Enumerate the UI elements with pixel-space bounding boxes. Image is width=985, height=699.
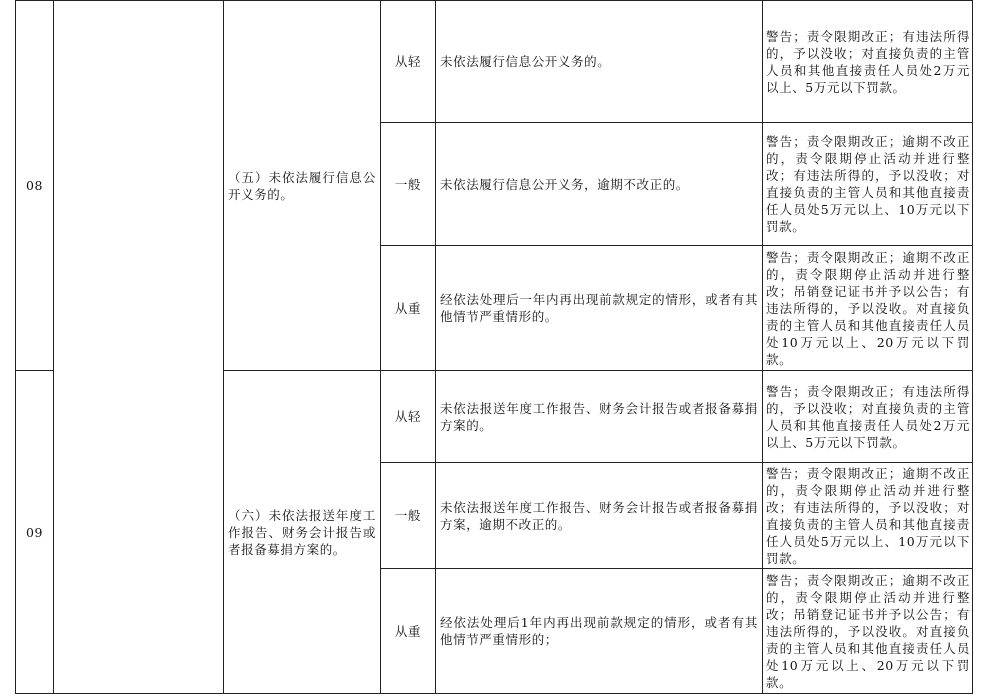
violation-condition: 经依法处理后一年内再出现前款规定的情形，或者有其他情节严重情形的。 [436,246,763,371]
row-number: 08 [16,1,54,371]
penalty-text: 警告；责令限期改正；逾期不改正的，责令限期停止活动并进行整改；有违法所得的，予以没收；对直接负责的主管人员和其他直接责任人员处5万元以上、10万元以下罚款。 [763,463,973,569]
row-number: 09 [16,371,54,694]
violation-condition: 未依法报送年度工作报告、财务会计报告或者报备募捐方案的。 [436,371,763,463]
discretion-level: 一般 [381,463,436,569]
penalty-text: 警告；责令限期改正；逾期不改正的，责令限期停止活动并进行整改；吊销登记证书并予以公告；有违法所得的，予以没收。对直接负责的主管人员和其他直接责任人员处10万元以上、20万元以下罚款。 [763,246,973,371]
discretion-level: 从轻 [381,371,436,463]
penalty-text: 警告；责令限期改正；逾期不改正的，责令限期停止活动并进行整改；吊销登记证书并予以公告；有违法所得的，予以没收。对直接负责的主管人员和其他直接责任人员处10万元以上、20万元以下罚款。 [763,569,973,694]
violation-condition: 未依法履行信息公开义务，逾期不改正的。 [436,123,763,246]
violation-condition: 经依法处理后1年内再出现前款规定的情形，或者有其他情节严重情形的； [436,569,763,694]
discretion-level: 一般 [381,123,436,246]
penalty-text: 警告；责令限期改正；有违法所得的，予以没收；对直接负责的主管人员和其他直接责任人员处2万元以上、5万元以下罚款。 [763,371,973,463]
table-row [16,1,973,123]
penalty-text: 警告；责令限期改正；有违法所得的，予以没收；对直接负责的主管人员和其他直接责任人员处2万元以上、5万元以下罚款。 [763,1,973,123]
discretion-level: 从轻 [381,1,436,123]
discretion-level: 从重 [381,246,436,371]
blank-cell [54,1,224,694]
violation-condition: 未依法履行信息公开义务的。 [436,1,763,123]
discretion-level: 从重 [381,569,436,694]
penalty-text: 警告；责令限期改正；逾期不改正的，责令限期停止活动并进行整改；有违法所得的，予以没收；对直接负责的主管人员和其他直接责任人员处5万元以上、10万元以下罚款。 [763,123,973,246]
violation-condition: 未依法报送年度工作报告、财务会计报告或者报备募捐方案，逾期不改正的。 [436,463,763,569]
penalty-standard-table [15,0,973,694]
violation-item: （五）未依法履行信息公开义务的。 [224,1,381,371]
violation-item: （六）未依法报送年度工作报告、财务会计报告或者报备募捐方案的。 [224,371,381,694]
